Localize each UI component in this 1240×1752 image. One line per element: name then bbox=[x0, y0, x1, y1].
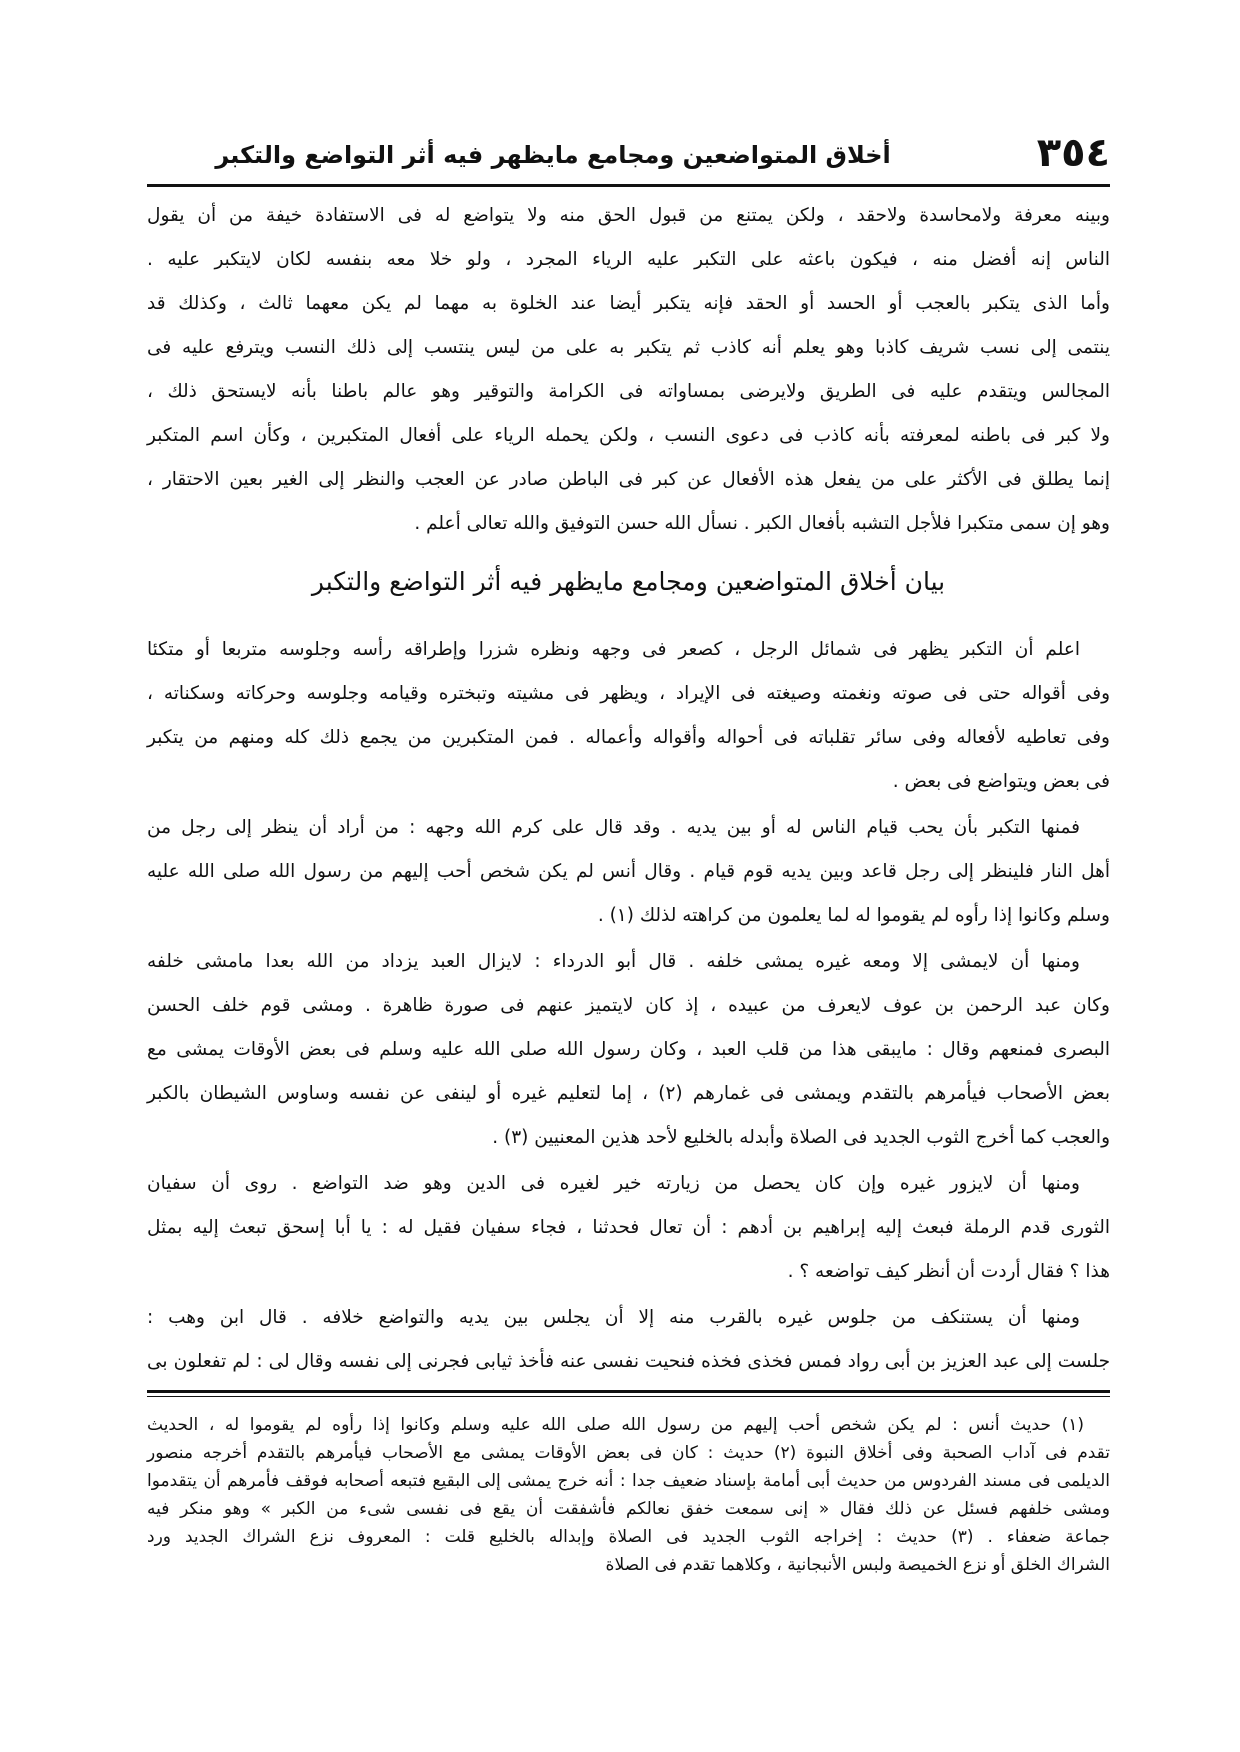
paragraph bbox=[147, 940, 1110, 1160]
text-line: فى بعض ويتواضع فى بعض . bbox=[892, 771, 1110, 792]
running-title: أخلاق المتواضعين ومجامع مايظهر فيه أثر التواضع والتكبر bbox=[215, 141, 891, 169]
text-line: وكان عبد الرحمن بن عوف لايعرف من عبيده ، إذ كان لايتميز عنهم فى صورة ظاهرة . ومشى قوم خلف الحسن bbox=[147, 995, 1110, 1016]
text-line: فمنها التكبر بأن يحب قيام الناس له أو بين يديه . وقد قال على كرم الله وجهه : من أراد أن ينظر إلى رجل من bbox=[147, 817, 1080, 838]
text-line: وأما الذى يتكبر بالعجب أو الحسد أو الحقد فإنه يتكبر أيضا عند الخلوة به مهما لم يكن معهما ثالث ، وكذلك قد bbox=[147, 293, 1110, 314]
text-line: ومنها أن يستنكف من جلوس غيره بالقرب منه إلا أن يجلس بين يديه والتواضع خلافه . قال ابن وهب : bbox=[147, 1307, 1080, 1328]
footnote-line: ومشى خلفهم فسئل عن ذلك فقال « إنى سمعت خفق نعالكم فأشفقت أن يقع فى نفسى شىء من الكبر » وهو منكر فيه bbox=[147, 1499, 1110, 1519]
text-line: وفى تعاطيه لأفعاله وفى سائر تقلباته فى أحواله وأقواله وأعماله . فمن المتكبرين من يجمع ذلك كله ومنهم من يتكبر bbox=[147, 727, 1110, 748]
paragraph bbox=[147, 1296, 1110, 1384]
footnote-line: الديلمى فى مسند الفردوس من حديث أبى أمامة بإسناد ضعيف جدا : أنه خرج يمشى إلى البقيع فتبعه أصحابه فوقف فأمرهم أن يتقدموا bbox=[147, 1471, 1110, 1491]
text-line: هذا ؟ فقال أردت أن أنظر كيف تواضعه ؟ . bbox=[787, 1261, 1110, 1282]
paragraph bbox=[147, 1162, 1110, 1294]
text-line: ولا كبر فى باطنه لمعرفته بأنه كاذب فى دعوى النسب ، ولكن يحمله الرياء على أفعال المتكبرين ، وكأن اسم المتكبر bbox=[147, 425, 1110, 446]
page-content bbox=[147, 192, 1110, 1579]
header-rule bbox=[147, 184, 1110, 187]
text-line: وبينه معرفة ولامحاسدة ولاحقد ، ولكن يمتنع من قبول الحق منه ولا يتواضع له فى الاستفادة خيفة من أن يقول bbox=[147, 205, 1110, 226]
text-line: بعض الأصحاب فيأمرهم بالتقدم ويمشى فى غمارهم (٢) ، إما لتعليم غيره أو لينفى عن نفسه وساوس الشيطان بالكبر bbox=[147, 1083, 1110, 1104]
footnotes bbox=[147, 1411, 1110, 1579]
text-line: ومنها أن لايمشى إلا ومعه غيره يمشى خلفه . قال أبو الدرداء : لايزال العبد يزداد من الله بعدا مامشى خلفه bbox=[147, 951, 1080, 972]
footnote-line: (١) حديث أنس : لم يكن شخص أحب إليهم من رسول الله صلى الله عليه وسلم وكانوا إذا رأوه لم يقوموا له ، الحديث bbox=[147, 1415, 1084, 1435]
text-line: والعجب كما أخرج الثوب الجديد فى الصلاة وأبدله بالخليع لأحد هذين المعنيين (٣) . bbox=[492, 1127, 1110, 1148]
page-number: ٣٥٤ bbox=[1036, 130, 1110, 176]
text-line: وفى أقواله حتى فى صوته ونغمته وصيغته فى الإيراد ، ويظهر فى مشيته وتبختره وقيامه وجلوسه وحركاته وسكناته ، bbox=[147, 683, 1110, 704]
text-line: أهل النار فلينظر إلى رجل قاعد وبين يديه قوم قيام . وقال أنس لم يكن شخص أحب إليهم من رسول الله صلى الله عليه bbox=[147, 861, 1110, 882]
text-line: الثورى قدم الرملة فبعث إليه إبراهيم بن أدهم : أن تعال فحدثنا ، فجاء سفيان فقيل له : يا أبا إسحق تبعث إليه بمثل bbox=[147, 1217, 1110, 1238]
text-line: ومنها أن لايزور غيره وإن كان يحصل من زيارته خير لغيره فى الدين وهو ضد التواضع . روى أن سفيان bbox=[147, 1173, 1080, 1194]
footnote-line: الشراك الخلق أو نزع الخميصة ولبس الأنبجانية ، وكلاهما تقدم فى الصلاة bbox=[605, 1555, 1110, 1575]
footnote-separator bbox=[147, 1390, 1110, 1397]
paragraph bbox=[147, 806, 1110, 938]
text-line: جلست إلى عبد العزيز بن أبى رواد فمس فخذى فخذه فنحيت نفسى عنه فأخذ ثيابى فجرنى إلى نفسه وقال لى : لم تفعلون بى bbox=[147, 1351, 1110, 1372]
body-text bbox=[147, 194, 1110, 1384]
text-line: المجالس ويتقدم عليه فى الطريق ولايرضى بمساواته فى الكرامة والتوقير وهو عالم باطنا بأنه لايستحق ذلك ، bbox=[147, 381, 1110, 402]
paragraph bbox=[147, 628, 1110, 804]
text-line: وسلم وكانوا إذا رأوه لم يقوموا له لما يعلمون من كراهته لذلك (١) . bbox=[597, 905, 1110, 926]
text-line: اعلم أن التكبر يظهر فى شمائل الرجل ، كصعر فى وجهه ونظره شزرا وإطراقه رأسه وجلوسه متربعا أو متكئا bbox=[147, 639, 1080, 660]
section-heading: بيان أخلاق المتواضعين ومجامع مايظهر فيه أثر التواضع والتكبر bbox=[311, 567, 946, 596]
text-line: إنما يطلق فى الأكثر على من يفعل هذه الأفعال عن كبر فى الباطن صادر عن العجب والنظر إلى الغير بعين الاحتقار ، bbox=[147, 469, 1110, 490]
text-line: البصرى فمنعهم وقال : مايبقى هذا من قلب العبد ، وكان رسول الله صلى الله عليه وسلم فى بعض الأوقات يمشى مع bbox=[147, 1039, 1110, 1060]
book-page bbox=[147, 0, 1110, 1752]
text-line: وهو إن سمى متكبرا فلأجل التشبه بأفعال الكبر . نسأل الله حسن التوفيق والله تعالى أعلم . bbox=[414, 513, 1110, 534]
text-line: الناس إنه أفضل منه ، فيكون باعثه على التكبر عليه الرياء المجرد ، ولو خلا معه بنفسه لكان لايتكبر عليه . bbox=[147, 249, 1110, 270]
page-header bbox=[147, 126, 1110, 180]
text-line: ينتمى إلى نسب شريف كاذبا وهو يعلم أنه كاذب ثم يتكبر به على من ليس ينتسب إلى ذلك النسب ويترفع عليه فى bbox=[147, 337, 1110, 358]
footnote-line: تقدم فى آداب الصحبة وفى أخلاق النبوة (٢) حديث : كان فى بعض الأوقات يمشى مع الأصحاب فيأمرهم بالتقدم أخرجه منصور bbox=[147, 1443, 1110, 1463]
footnote-line: جماعة ضعفاء . (٣) حديث : إخراجه الثوب الجديد فى الصلاة وإبداله بالخليع قلت : المعروف نزع الشراك الجديد ورد bbox=[147, 1527, 1111, 1547]
paragraph-continuation bbox=[147, 194, 1110, 546]
